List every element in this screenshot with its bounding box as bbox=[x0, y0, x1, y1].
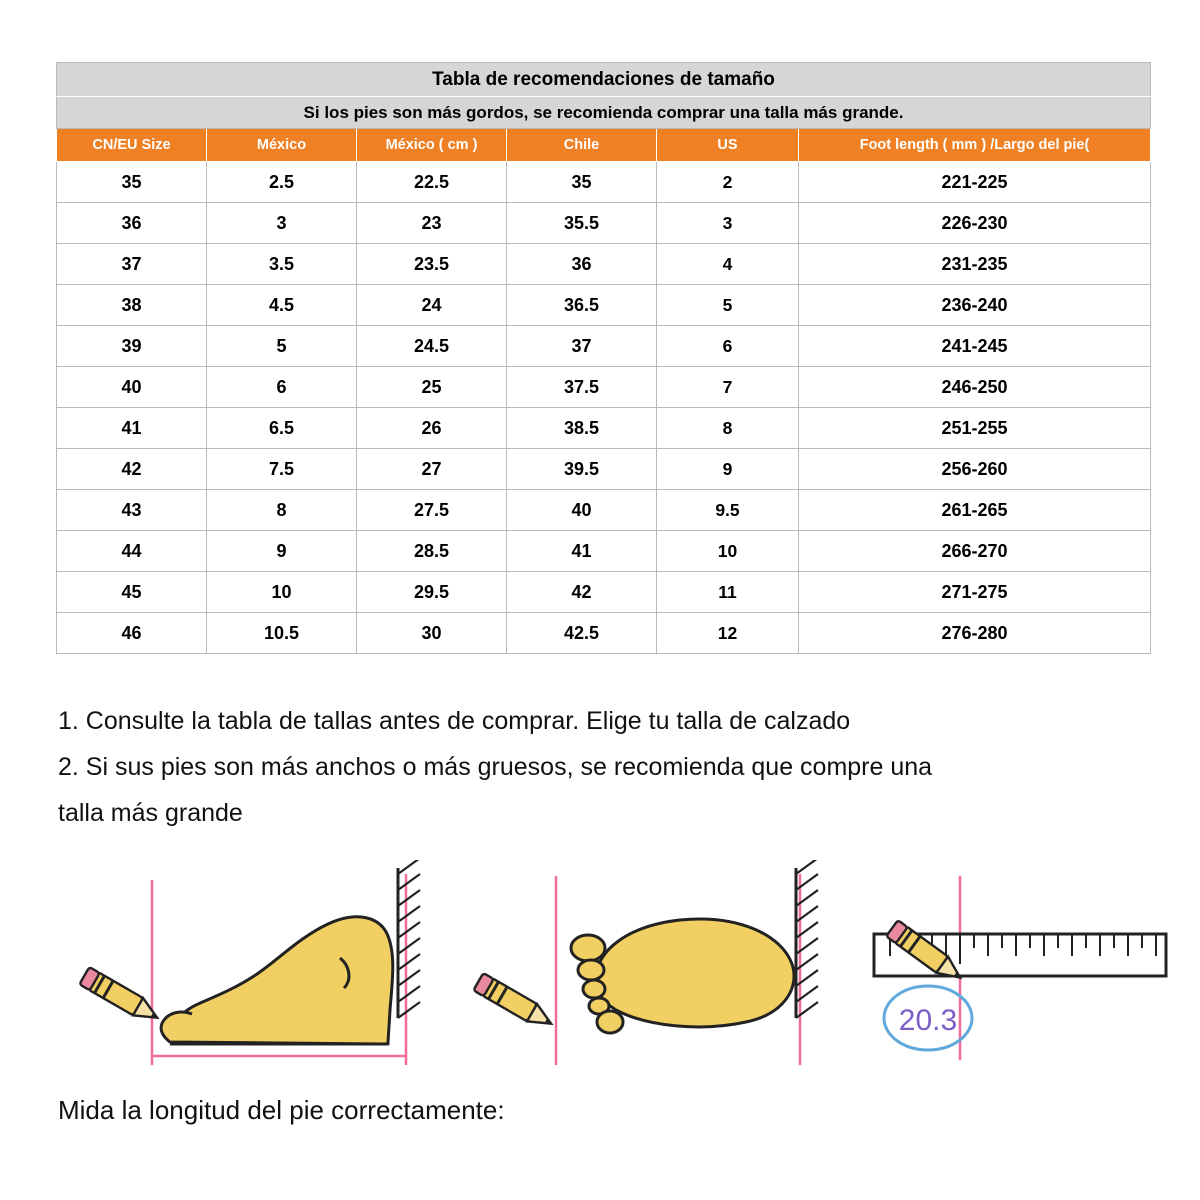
cell-foot-length: 241-245 bbox=[799, 326, 1151, 367]
table-row bbox=[57, 203, 1151, 244]
cell-us: 5 bbox=[657, 285, 799, 326]
pencil-icon bbox=[473, 973, 556, 1032]
cell-mexico: 10 bbox=[207, 572, 357, 613]
cell-mexico: 7.5 bbox=[207, 449, 357, 490]
cell-foot-length: 266-270 bbox=[799, 531, 1151, 572]
table-row bbox=[57, 490, 1151, 531]
pencil-icon bbox=[79, 967, 162, 1026]
cell-mexico-cm: 23 bbox=[357, 203, 507, 244]
cell-mexico: 2.5 bbox=[207, 162, 357, 203]
cell-mexico-cm: 30 bbox=[357, 613, 507, 654]
cell-us: 9.5 bbox=[657, 490, 799, 531]
cell-mexico: 5 bbox=[207, 326, 357, 367]
cell-cn-eu: 39 bbox=[57, 326, 207, 367]
table-row bbox=[57, 572, 1151, 613]
table-row bbox=[57, 285, 1151, 326]
cell-foot-length: 261-265 bbox=[799, 490, 1151, 531]
cell-us: 9 bbox=[657, 449, 799, 490]
cell-foot-length: 231-235 bbox=[799, 244, 1151, 285]
cell-us: 8 bbox=[657, 408, 799, 449]
cell-cn-eu: 37 bbox=[57, 244, 207, 285]
column-header-us: US bbox=[657, 129, 799, 162]
cell-mexico-cm: 25 bbox=[357, 367, 507, 408]
cell-mexico-cm: 22.5 bbox=[357, 162, 507, 203]
illustration-ruler bbox=[874, 876, 1166, 1060]
cell-us: 10 bbox=[657, 531, 799, 572]
column-header-foot-length: Foot length ( mm ) /Largo del pie( bbox=[799, 129, 1151, 162]
note-line-1: 1. Consulte la tabla de tallas antes de comprar. Elige tu talla de calzado bbox=[58, 707, 851, 735]
table-row bbox=[57, 449, 1151, 490]
size-table-container bbox=[56, 62, 1150, 654]
cell-us: 3 bbox=[657, 203, 799, 244]
table-title-row bbox=[57, 63, 1151, 97]
cell-chile: 36.5 bbox=[507, 285, 657, 326]
cell-mexico-cm: 23.5 bbox=[357, 244, 507, 285]
cell-cn-eu: 43 bbox=[57, 490, 207, 531]
cell-mexico-cm: 28.5 bbox=[357, 531, 507, 572]
column-header-cn-eu: CN/EU Size bbox=[57, 129, 207, 162]
column-header-mexico: México bbox=[207, 129, 357, 162]
cell-mexico-cm: 26 bbox=[357, 408, 507, 449]
cell-us: 7 bbox=[657, 367, 799, 408]
cell-foot-length: 276-280 bbox=[799, 613, 1151, 654]
cell-foot-length: 221-225 bbox=[799, 162, 1151, 203]
cell-mexico: 6 bbox=[207, 367, 357, 408]
table-row bbox=[57, 162, 1151, 203]
size-table bbox=[56, 62, 1151, 654]
cell-chile: 39.5 bbox=[507, 449, 657, 490]
cell-foot-length: 236-240 bbox=[799, 285, 1151, 326]
cell-chile: 42.5 bbox=[507, 613, 657, 654]
cell-chile: 35 bbox=[507, 162, 657, 203]
cell-mexico: 4.5 bbox=[207, 285, 357, 326]
table-row bbox=[57, 367, 1151, 408]
ruler-reading-value: 20.3 bbox=[898, 1004, 958, 1037]
note-line-2: 2. Si sus pies son más anchos o más gruesos, se recomienda que compre una bbox=[58, 753, 933, 781]
cell-mexico-cm: 24.5 bbox=[357, 326, 507, 367]
cell-mexico-cm: 27 bbox=[357, 449, 507, 490]
cell-mexico: 6.5 bbox=[207, 408, 357, 449]
table-row bbox=[57, 326, 1151, 367]
cell-us: 6 bbox=[657, 326, 799, 367]
cell-us: 12 bbox=[657, 613, 799, 654]
cell-cn-eu: 44 bbox=[57, 531, 207, 572]
cell-chile: 37.5 bbox=[507, 367, 657, 408]
table-header-row bbox=[57, 129, 1151, 162]
table-row bbox=[57, 244, 1151, 285]
cell-cn-eu: 38 bbox=[57, 285, 207, 326]
column-header-chile: Chile bbox=[507, 129, 657, 162]
cell-cn-eu: 35 bbox=[57, 162, 207, 203]
cell-chile: 36 bbox=[507, 244, 657, 285]
illustration-top-foot bbox=[473, 860, 818, 1065]
measurement-illustrations bbox=[40, 860, 1170, 1090]
note-line-3: talla más grande bbox=[58, 799, 243, 827]
cell-chile: 40 bbox=[507, 490, 657, 531]
cell-cn-eu: 46 bbox=[57, 613, 207, 654]
cell-chile: 41 bbox=[507, 531, 657, 572]
cell-foot-length: 271-275 bbox=[799, 572, 1151, 613]
cell-foot-length: 256-260 bbox=[799, 449, 1151, 490]
cell-cn-eu: 45 bbox=[57, 572, 207, 613]
instruction-notes bbox=[58, 698, 1168, 836]
cell-foot-length: 246-250 bbox=[799, 367, 1151, 408]
cell-mexico-cm: 27.5 bbox=[357, 490, 507, 531]
cell-cn-eu: 36 bbox=[57, 203, 207, 244]
cell-us: 4 bbox=[657, 244, 799, 285]
cell-cn-eu: 40 bbox=[57, 367, 207, 408]
column-header-mexico-cm: México ( cm ) bbox=[357, 129, 507, 162]
table-row bbox=[57, 531, 1151, 572]
table-title: Tabla de recomendaciones de tamaño bbox=[57, 63, 1151, 97]
cell-cn-eu: 41 bbox=[57, 408, 207, 449]
cell-mexico: 3 bbox=[207, 203, 357, 244]
cell-mexico-cm: 24 bbox=[357, 285, 507, 326]
table-note-row bbox=[57, 97, 1151, 129]
cell-chile: 37 bbox=[507, 326, 657, 367]
table-note: Si los pies son más gordos, se recomienda comprar una talla más grande. bbox=[57, 97, 1151, 129]
cell-mexico: 3.5 bbox=[207, 244, 357, 285]
cell-mexico: 8 bbox=[207, 490, 357, 531]
cell-cn-eu: 42 bbox=[57, 449, 207, 490]
cell-us: 11 bbox=[657, 572, 799, 613]
footer-caption: Mida la longitud del pie correctamente: bbox=[58, 1095, 505, 1125]
cell-chile: 42 bbox=[507, 572, 657, 613]
cell-us: 2 bbox=[657, 162, 799, 203]
cell-foot-length: 251-255 bbox=[799, 408, 1151, 449]
cell-chile: 38.5 bbox=[507, 408, 657, 449]
cell-mexico-cm: 29.5 bbox=[357, 572, 507, 613]
cell-chile: 35.5 bbox=[507, 203, 657, 244]
cell-mexico: 10.5 bbox=[207, 613, 357, 654]
illustration-side-foot bbox=[79, 860, 420, 1065]
table-row bbox=[57, 613, 1151, 654]
table-row bbox=[57, 408, 1151, 449]
cell-foot-length: 226-230 bbox=[799, 203, 1151, 244]
cell-mexico: 9 bbox=[207, 531, 357, 572]
